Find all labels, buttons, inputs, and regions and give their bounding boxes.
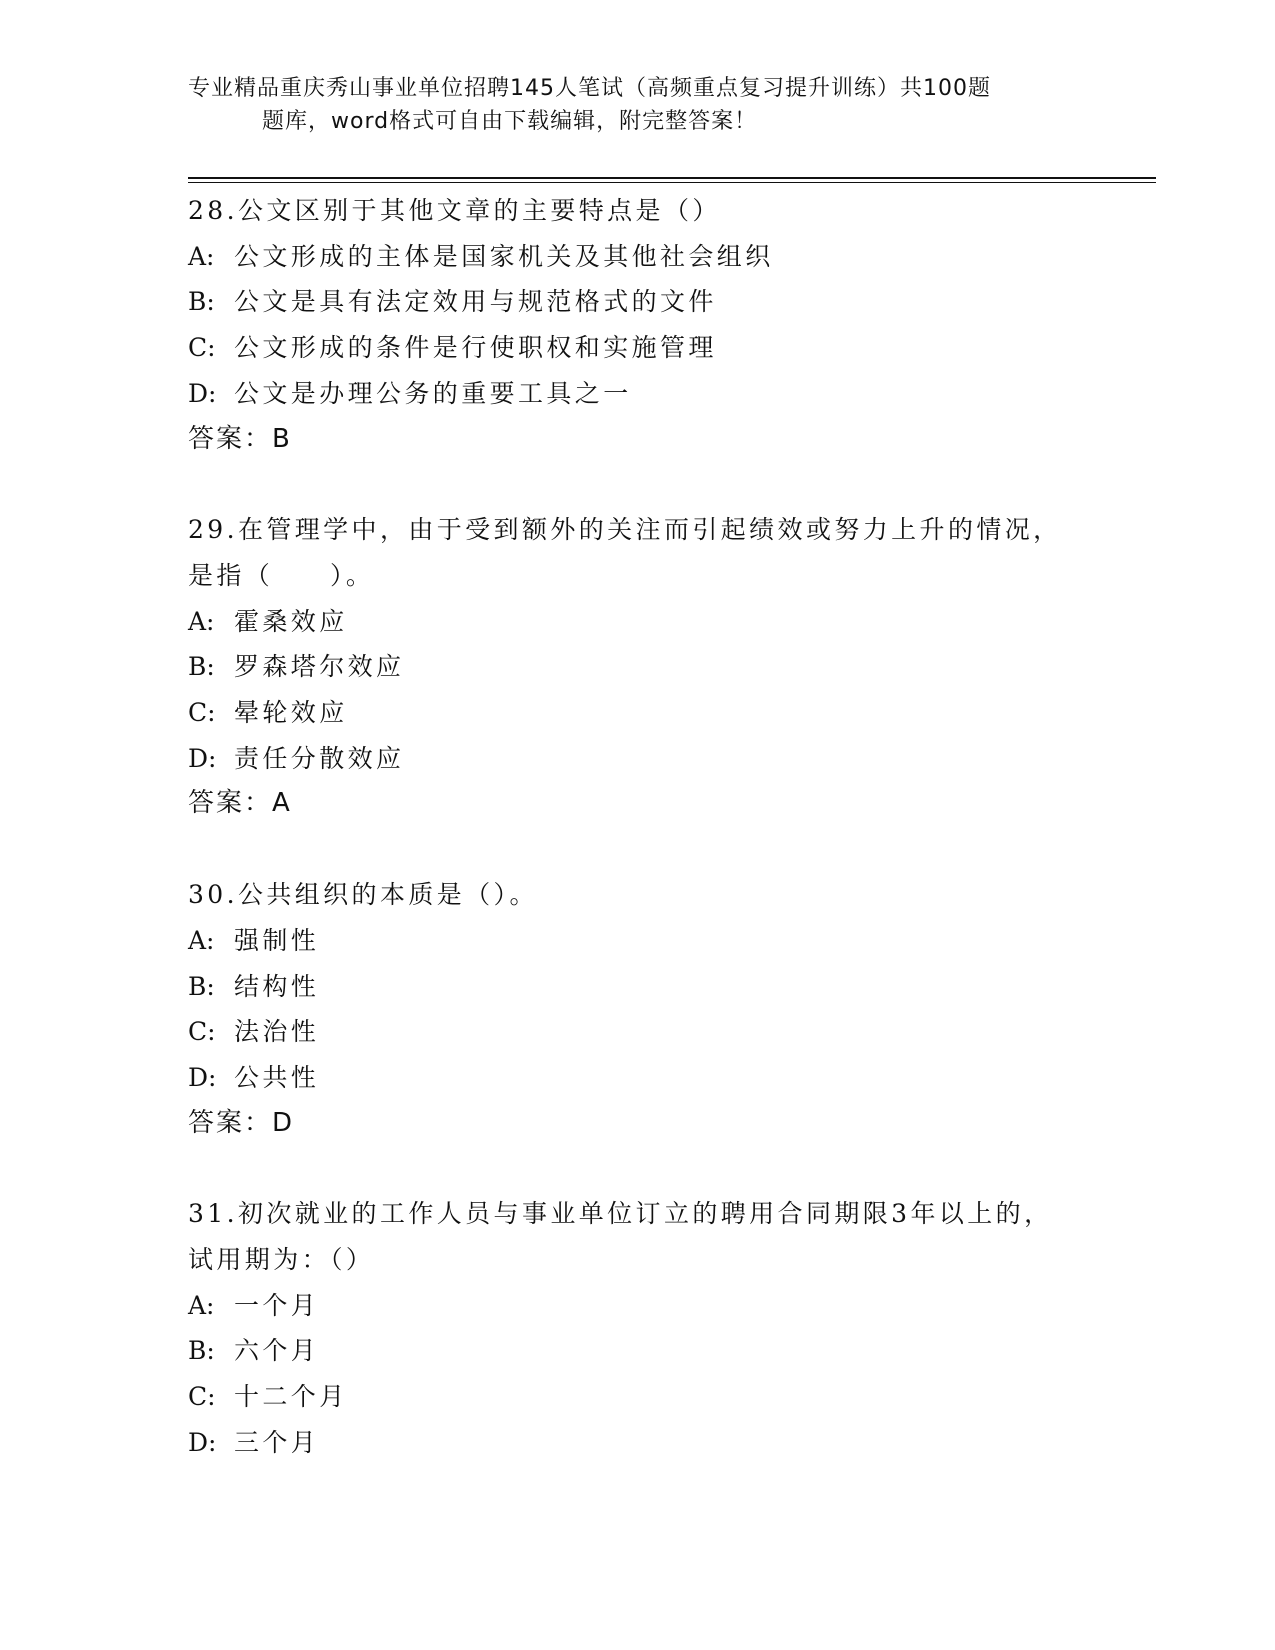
option-a <box>188 1283 1088 1329</box>
option-d <box>188 736 1088 782</box>
option-b <box>188 644 1088 690</box>
option-letter: D: <box>188 1427 217 1457</box>
header-title-line-2: 题库，word格式可自由下载编辑，附完整答案！ <box>262 109 758 134</box>
option-text: 公文是具有法定效用与规范格式的文件 <box>234 287 717 317</box>
question-stem: 30.公共组织的本质是（）。 <box>188 880 538 910</box>
option-text: 公文形成的条件是行使职权和实施管理 <box>234 333 717 363</box>
question-stem: 28.公文区别于其他文章的主要特点是（） <box>188 196 721 225</box>
option-letter: A: <box>188 606 215 636</box>
question-list <box>188 188 1088 1511</box>
option-b <box>188 279 1088 325</box>
option-text: 霍桑效应 <box>234 606 348 636</box>
option-d <box>188 1420 1088 1466</box>
option-letter: B: <box>188 971 215 1001</box>
option-d <box>188 371 1088 417</box>
option-b <box>188 964 1088 1010</box>
option-letter: A: <box>188 241 215 271</box>
answer-line: 答案：B <box>188 423 292 454</box>
option-c <box>188 690 1088 736</box>
option-letter: C: <box>188 1382 216 1412</box>
option-letter: C: <box>188 1017 216 1047</box>
answer-line: 答案：D <box>188 1107 295 1138</box>
document-header <box>188 72 1068 138</box>
option-letter: B: <box>188 1336 215 1366</box>
option-a <box>188 918 1088 964</box>
option-text: 晕轮效应 <box>234 698 348 728</box>
option-c <box>188 1009 1088 1055</box>
option-text: 一个月 <box>234 1290 320 1320</box>
option-letter: B: <box>188 287 215 317</box>
option-letter: C: <box>188 698 216 728</box>
question-29 <box>188 507 1088 827</box>
option-text: 公共性 <box>234 1062 320 1092</box>
option-letter: D: <box>188 743 217 773</box>
option-letter: D: <box>188 1062 217 1092</box>
option-c <box>188 325 1088 371</box>
answer-line: 答案：A <box>188 788 292 819</box>
option-a <box>188 599 1088 645</box>
option-text: 公文形成的主体是国家机关及其他社会组织 <box>234 241 774 271</box>
option-c <box>188 1374 1088 1420</box>
option-a <box>188 234 1088 280</box>
option-letter: C: <box>188 333 216 363</box>
header-title-line-1: 专业精品重庆秀山事业单位招聘145人笔试（高频重点复习提升训练）共100题 <box>188 76 991 101</box>
option-letter: B: <box>188 652 215 682</box>
question-30 <box>188 872 1088 1146</box>
option-text: 三个月 <box>234 1427 320 1457</box>
question-31 <box>188 1191 1088 1465</box>
option-text: 十二个月 <box>234 1382 348 1412</box>
question-28 <box>188 188 1088 462</box>
option-text: 六个月 <box>234 1336 320 1366</box>
header-divider-thick <box>188 177 1156 179</box>
option-d <box>188 1055 1088 1101</box>
option-letter: A: <box>188 1290 215 1320</box>
option-b <box>188 1328 1088 1374</box>
option-text: 公文是办理公务的重要工具之一 <box>234 378 632 408</box>
option-text: 罗森塔尔效应 <box>234 652 405 682</box>
question-stem: 29.在管理学中，由于受到额外的关注而引起绩效或努力上升的情况， <box>188 515 1062 545</box>
question-stem-continued: 试用期为：（） <box>188 1245 375 1275</box>
option-letter: D: <box>188 378 217 408</box>
question-stem: 31.初次就业的工作人员与事业单位订立的聘用合同期限3年以上的， <box>188 1199 1053 1229</box>
option-letter: A: <box>188 925 215 955</box>
option-text: 法治性 <box>234 1017 320 1047</box>
question-stem-continued: 是指（ ）。 <box>188 560 375 590</box>
option-text: 强制性 <box>234 925 320 955</box>
header-divider-thin <box>188 182 1156 183</box>
option-text: 责任分散效应 <box>234 743 405 773</box>
option-text: 结构性 <box>234 971 320 1001</box>
